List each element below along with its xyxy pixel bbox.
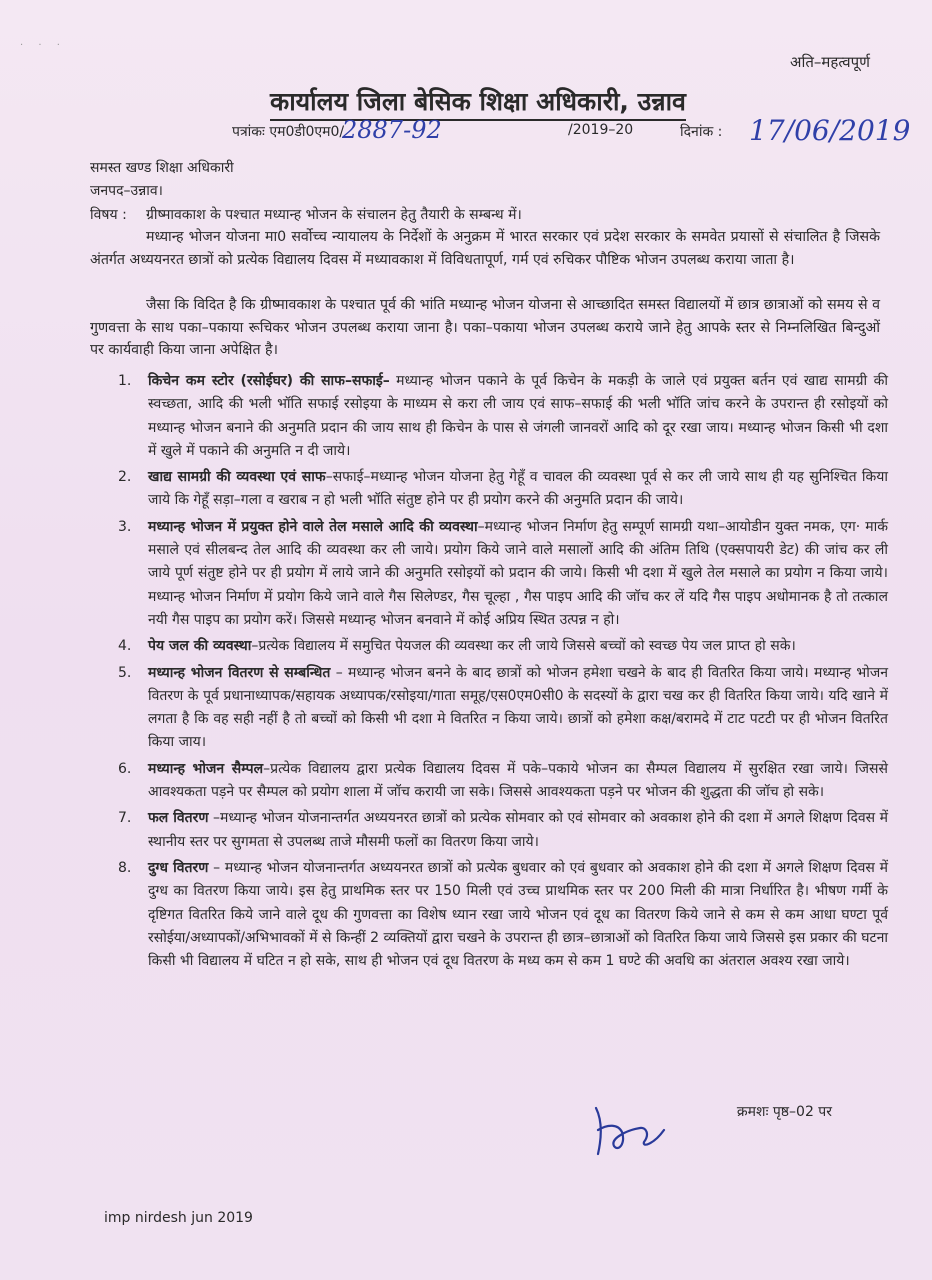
subject-text: ग्रीष्मावकाश के पश्चात मध्यान्ह भोजन के संचालन हेतु तैयारी के सम्बन्ध में। bbox=[146, 207, 522, 223]
item-title: खाद्य सामग्री की व्यवस्था एवं साफ bbox=[148, 469, 326, 486]
item-title: मध्यान्ह भोजन में प्रयुक्त होने वाले तेल मसाले आदि की व्यवस्था bbox=[148, 518, 478, 535]
item-text: – मध्यान्ह भोजन योजनान्तर्गत अध्ययनरत छात्रों को प्रत्येक बुधवार को एवं बुधवार को अवकाश होने की दशा में अगले शिक्षण दिवस में दुग्ध का वितरण किया जाये। इस हेतु प्राथमिक स्तर पर 150 मिली एवं उच्च प्राथमिक स्तर पर 200 मिली की मात्रा निर्धारित है। भीषण गर्मी के दृष्टिगत वितरित किये जाने वाले दूध की गुणवत्ता का विशेष ध्यान रखा जाये भोजन एवं दूध का वितरण किये जाने से कम से कम आधा घण्टा पूर्व रसोईया/अध्यापकों/अभिभावकों में से किन्हीं 2 व्यक्तियों द्वारा चखने के उपरान्त ही छात्र–छात्राओं को वितरित किया जाये जिससे इस प्रकार की घटना किसी भी विद्यालय में घटित न हो सके, साथ ही भोजन एवं दूध वितरण के मध्य कम से कम 1 घण्टे की अवधि का अंतराल अवश्य रखा जाये। bbox=[148, 859, 888, 970]
item-text: – मध्यान्ह भोजन बनने के बाद छात्रों को भोजन हमेशा चखने के बाद ही वितरित किया जाये। मध्यान्ह भोजन वितरण के पूर्व प्रधानाध्यापक/सहायक अध्यापक/रसोइया/गाता समूह/एस0एम0सी0 के सदस्यों के द्वारा चख कर ही वितरित किया जाये। यदि खाने में लगता है कि वह सही नहीं है तो बच्चों को किसी भी दशा मे वितरित न किया जाये। छात्रों को हमेशा कक्ष/बरामदे में टाट पटटी पर ही भोजन वितरित किया जाय। bbox=[148, 664, 888, 751]
item-number: 4. bbox=[118, 638, 132, 655]
signature-mark bbox=[588, 1100, 668, 1160]
item-title: मध्यान्ह भोजन वितरण से सम्बन्धित bbox=[148, 664, 331, 681]
list-item bbox=[118, 370, 888, 463]
continuation-note: क्रमशः पृष्ठ–02 पर bbox=[736, 1104, 832, 1120]
list-item bbox=[118, 635, 888, 658]
item-title: किचेन कम स्टोर (रसोईघर) की साफ–सफाई– bbox=[148, 373, 390, 389]
subject-line bbox=[90, 205, 522, 224]
date-handwritten: 17/06/2019 bbox=[749, 114, 911, 147]
item-number: 5. bbox=[118, 664, 132, 681]
date-label: दिनांक : bbox=[680, 124, 723, 140]
item-text: मध्यान्ह भोजन पकाने के पूर्व किचेन के मकड़ी के जाले एवं प्रयुक्त बर्तन एवं खाद्य सामग्री की स्वच्छता, आदि की भली भॉति सफाई रसोइया के माध्यम से करा ली जाय एवं साफ–सफाई की भली भॉति जांच करने के उपरान्त ही रसोइयों को मध्यान्ह भोजन बनाने की अनुमति प्रदान की जाय साथ ही किचेन के पास से जंगली जानवरों आदि को दूर रखा जाय। मध्यान्ह भोजन किसी भी दशा में खुले में पकाने की अनुमति न दी जाये। bbox=[148, 373, 888, 459]
item-text: –सफाई–मध्यान्ह भोजन योजना हेतु गेहूँ व चावल की व्यवस्था पूर्व से कर ली जाये साथ ही यह सुनिश्चित किया जाये कि गेहूँ सड़ा–गला व खराब न हो भली भॉति संतुष्ट होने पर ही प्रयोग करने की अनुमति प्रदान की जाये। bbox=[148, 469, 888, 509]
paragraph-instructions: जैसा कि विदित है कि ग्रीष्मावकाश के पश्चात पूर्व की भांति मध्यान्ह भोजन योजना से आच्छादित समस्त विद्यालयों में छात्र छात्राओं को समय से व गुणवत्ता के साथ पका–पकाया रूचिकर भोजन उपलब्ध कराया जाना है। पका–पकाया भोजन उपलब्ध कराये जाने हेतु आपके स्तर से निम्नलिखित बिन्दुओं पर कार्यवाही किया जाना अपेक्षित है। bbox=[90, 297, 880, 359]
item-text: –मध्यान्ह भोजन योजनान्तर्गत अध्ययनरत छात्रों को प्रत्येक सोमवार को एवं सोमवार को अवकाश होने की दशा में अगले शिक्षण दिवस में स्थानीय स्तर पर सुगमता से उपलब्ध ताजे मौसमी फलों का वितरण किया जाये। bbox=[148, 810, 888, 850]
list-item bbox=[118, 516, 888, 632]
ref-year: /2019–20 bbox=[568, 122, 634, 138]
item-number: 6. bbox=[118, 760, 132, 777]
ref-prefix: पत्रांकः एम0डी0एम0/ bbox=[232, 124, 345, 140]
item-text: –प्रत्येक विद्यालय में समुचित पेयजल की व्यवस्था कर ली जाये जिससे बच्चों को स्वच्छ पेय जल प्राप्त हो सके। bbox=[251, 638, 796, 655]
item-title: दुग्ध वितरण bbox=[148, 859, 209, 876]
office-title: कार्यालय जिला बेसिक शिक्षा अधिकारी, उन्नाव bbox=[270, 84, 686, 121]
list-item bbox=[118, 466, 888, 513]
paragraph-intro: मध्यान्ह भोजन योजना मा0 सर्वोच्च न्यायालय के निर्देशों के अनुक्रम में भारत सरकार एवं प्रदेश सरकार के समवेत प्रयासों से संचालित है जिसके अंतर्गत अध्ययनरत छात्रों को प्रत्येक विद्यालय दिवस में मध्यावकाश में विविधतापूर्ण, गर्म एवं रुचिकर पौष्टिक भोजन उपलब्ध कराया जाता है। bbox=[90, 229, 880, 268]
ref-number-handwritten: 2887-92 bbox=[342, 116, 442, 144]
item-number: 3. bbox=[118, 518, 132, 535]
item-number: 1. bbox=[118, 373, 132, 389]
scan-marks: · · · bbox=[20, 40, 66, 51]
list-item bbox=[118, 807, 888, 854]
subject-label: विषय : bbox=[90, 207, 127, 223]
item-text: –प्रत्येक विद्यालय द्वारा प्रत्येक विद्यालय दिवस में पके–पकाये भोजन का सैम्पल विद्यालय में सुरक्षित रखा जाये। जिससे आवश्यकता पड़ने पर सैम्पल को प्रयोग शाला में जॉच करायी जा सके। जिससे आवश्यकता पड़ने पर भोजन की शुद्धता की जॉच हो सके। bbox=[148, 760, 888, 801]
priority-label: अति–महत्वपूर्ण bbox=[789, 53, 870, 71]
addressee-line1: समस्त खण्ड शिक्षा अधिकारी bbox=[90, 160, 234, 176]
list-item bbox=[118, 758, 888, 805]
instruction-list bbox=[118, 370, 888, 976]
item-text: –मध्यान्ह भोजन निर्माण हेतु सम्पूर्ण सामग्री यथा–आयोडीन युक्त नमक, एग· मार्क मसाले एवं सीलबन्द तेल आदि की व्यवस्था कर ली जाये। प्रयोग किये जाने वाले मसालों आदि की अंतिम तिथि (एक्सपायरी डेट) की जांच कर ली जाये पूर्ण संतुष्ट होने पर ही प्रयोग में लाये जाने की अनुमति रसोइयों को प्रदान की जाये। किसी भी दशा में खुले तेल मसाले का प्रयोग न किया जाये। मध्यान्ह भोजन निर्माण में प्रयोग किये जाने वाले गैस सिलेण्डर, गैस चूल्हा , गैस पाइप आदि की जॉच कर लें यदि गैस पाइप अधोमानक है तो तत्काल नयी गैस पाइप का प्रयोग करें। जिससे मध्यान्ह भोजन बनवाने में कोई अप्रिय स्थित उत्पन्न न हो। bbox=[148, 518, 888, 628]
item-number: 2. bbox=[118, 469, 132, 486]
addressee-line2: जनपद–उन्नाव। bbox=[90, 183, 163, 199]
item-title: पेय जल की व्यवस्था bbox=[148, 638, 252, 655]
list-item bbox=[118, 662, 888, 755]
item-number: 8. bbox=[118, 859, 132, 876]
reference-line bbox=[232, 114, 912, 152]
footer-note: imp nirdesh jun 2019 bbox=[104, 1210, 253, 1226]
list-item bbox=[118, 857, 888, 973]
item-title: फल वितरण bbox=[148, 810, 209, 827]
item-title: मध्यान्ह भोजन सैम्पल bbox=[148, 760, 264, 777]
item-number: 7. bbox=[118, 810, 132, 827]
